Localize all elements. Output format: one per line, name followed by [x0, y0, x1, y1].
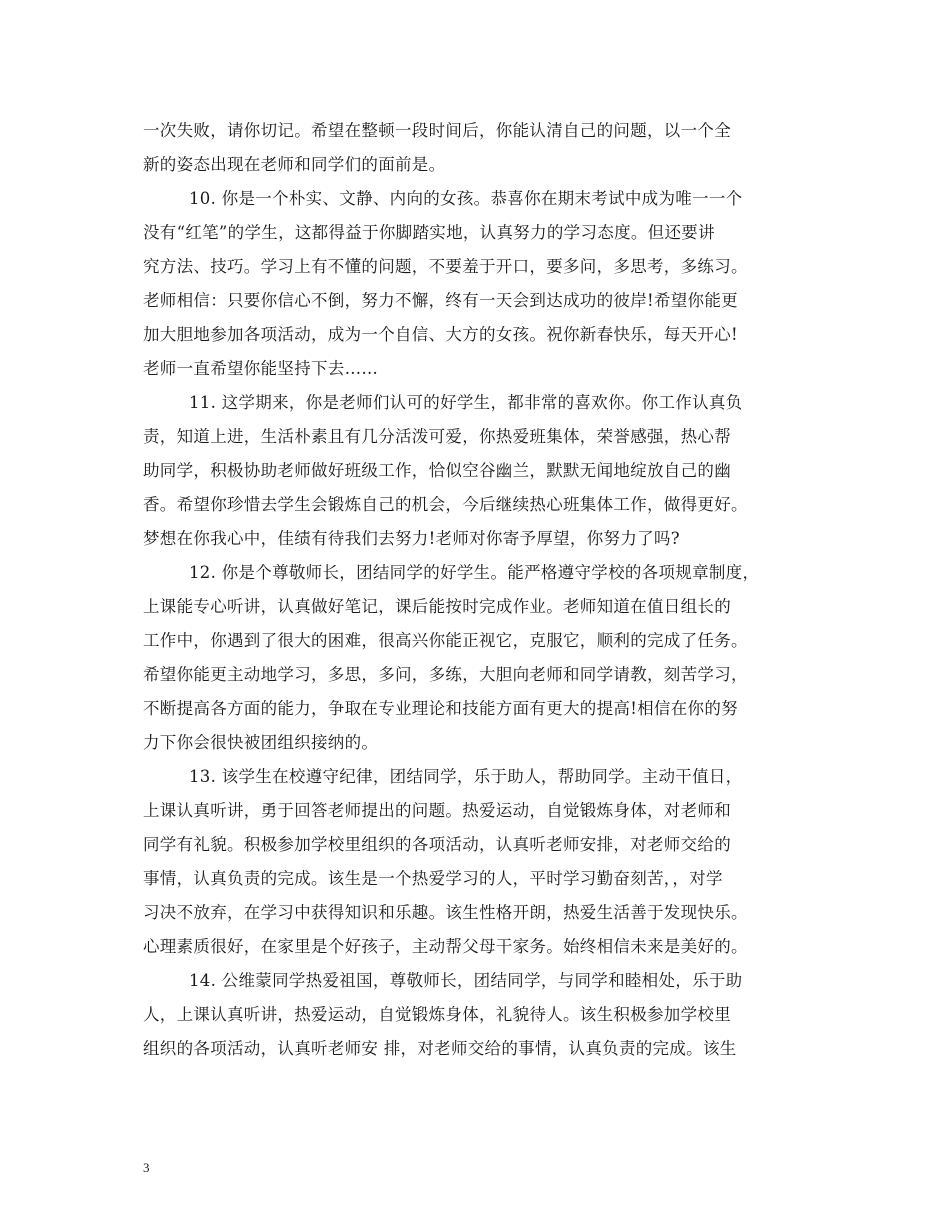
text-line: 究方法、技巧。学习上有不懂的问题，不要羞于开口，要多问，多思考，多练习。	[143, 257, 748, 276]
paragraph-first-line: 10. 你是一个朴实、文静、内向的女孩。恭喜你在期末考试中成为唯一一个	[189, 189, 743, 208]
text-line: 老师相信：只要你信心不倒，努力不懈，终有一天会到达成功的彼岸!希望你能更	[143, 291, 738, 310]
text-line: 力下你会很快被团组织接纳的。	[143, 733, 379, 752]
text-line: 上课认真听讲，勇于回答老师提出的问题。热爱运动，自觉锻炼身体，对老师和	[143, 801, 731, 820]
page-number: 3	[143, 1160, 150, 1175]
text-line: 工作中，你遇到了很大的困难，很高兴你能正视它，克服它，顺利的完成了任务。	[143, 631, 748, 650]
text-line: 香。希望你珍惜去学生会锻炼自己的机会，今后继续热心班集体工作，做得更好。	[143, 495, 748, 514]
paragraph-first-line: 13. 该学生在校遵守纪律，团结同学，乐于助人，帮助同学。主动干值日，	[189, 767, 743, 786]
text-line: 助同学，积极协助老师做好班级工作，恰似空谷幽兰，默默无闻地绽放自己的幽	[143, 461, 731, 480]
text-line: 事情，认真负责的完成。该生是一个热爱学习的人，平时学习勤奋刻苦，，对学	[143, 869, 723, 888]
text-line: 上课能专心听讲，认真做好笔记，课后能按时完成作业。老师知道在值日组长的	[143, 597, 731, 616]
text-line: 加大胆地参加各项活动，成为一个自信、大方的女孩。祝你新春快乐，每天开心!	[143, 325, 738, 344]
text-line: 希望你能更主动地学习，多思，多问，多练，大胆向老师和同学请教，刻苦学习，	[143, 665, 748, 684]
text-line: 老师一直希望你能坚持下去……	[143, 359, 379, 378]
paragraph-first-line: 11. 这学期来，你是老师们认可的好学生，都非常的喜欢你。你工作认真负	[189, 393, 743, 412]
text-line: 一次失败，请你切记。希望在整顿一段时间后，你能认清自己的问题，以一个全	[143, 121, 731, 140]
text-line: 不断提高各方面的能力，争取在专业理论和技能方面有更大的提高!相信在你的努	[143, 699, 738, 718]
body-text	[143, 114, 815, 1066]
text-line: 心理素质很好，在家里是个好孩子，主动帮父母干家务。始终相信未来是美好的。	[143, 937, 748, 956]
text-line: 组织的各项活动，认真听老师安 排，对老师交给的事情，认真负责的完成。该生	[143, 1039, 737, 1058]
text-line: 人，上课认真听讲，热爱运动，自觉锻炼身体，礼貌待人。该生积极参加学校里	[143, 1005, 731, 1024]
text-line: 新的姿态出现在老师和同学们的面前是。	[143, 155, 446, 174]
text-line: 梦想在你我心中，佳绩有待我们去努力!老师对你寄予厚望，你努力了吗?	[143, 529, 680, 548]
text-line: 没有“红笔”的学生，这都得益于你脚踏实地，认真努力的学习态度。但还要讲	[143, 223, 715, 242]
text-line: 责，知道上进，生活朴素且有几分活泼可爱，你热爱班集体，荣誉感强，热心帮	[143, 427, 731, 446]
text-line: 习决不放弃，在学习中获得知识和乐趣。该生性格开朗，热爱生活善于发现快乐。	[143, 903, 748, 922]
paragraph-first-line: 12. 你是个尊敬师长，团结同学的好学生。能严格遵守学校的各项规章制度，	[189, 563, 760, 582]
text-line: 同学有礼貌。积极参加学校里组织的各项活动，认真听老师安排，对老师交给的	[143, 835, 731, 854]
paragraph-first-line: 14. 公维蒙同学热爱祖国，尊敬师长，团结同学，与同学和睦相处，乐于助	[189, 971, 743, 990]
